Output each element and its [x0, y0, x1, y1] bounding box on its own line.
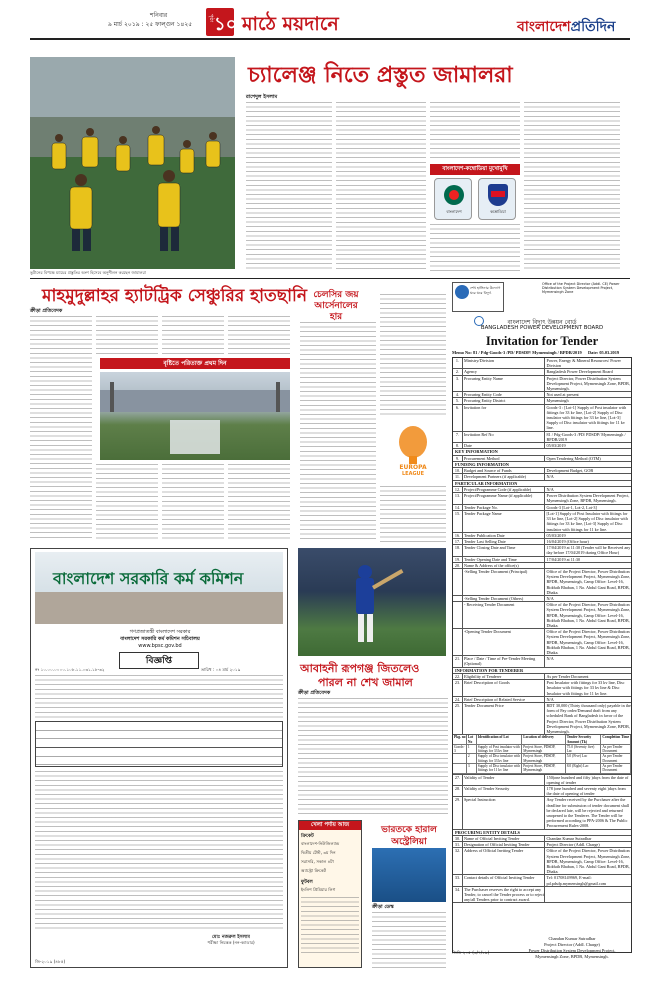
tender-row — [453, 629, 631, 656]
tender-cell: 150(one hundred and fifty )days from the date of opening of tender — [546, 774, 629, 785]
tender-cell: 05/03/2019 — [546, 532, 566, 538]
tender-cell: Tel: 01708149969, E-mail: pd.pdsdp.mymensingh@gmail.com — [546, 875, 607, 886]
tender-row — [453, 797, 631, 829]
tender-row — [453, 602, 631, 629]
schedule-item: সরাসরি, সকাল ৪টা — [301, 859, 334, 864]
tender-cell: Office of the Project Director, Power Distribution System Development Project, Mymensingh Zone, BPDB, Mymensingh, Camp Office: Level-16, Bidduth Bhaban, 1 No. Abdul Gani Road, BPDB, Dhaka. — [546, 568, 631, 595]
tender-cell: 14. — [453, 505, 463, 510]
tender-cell: Special Instruction — [463, 797, 545, 828]
tender-cell: BDT 30,000 (Thirty thousand only) payable in the form of Pay order/Demand draft from any scheduled Bank of Bangladesh in favor of the Project Director, Power Distribution System Development Project, Mymensingh Zone, BPDB, Mymensingh. — [546, 703, 631, 735]
hockey-headline-2: অস্ট্রেলিয়া — [391, 837, 427, 847]
hockey-byline: ক্রীড়া ডেস্ক — [372, 904, 394, 910]
tender-cell: Eligibility of Tenderer — [463, 674, 545, 679]
bangladesh-flag-dot — [449, 190, 459, 200]
tender-cell: 23. — [453, 680, 463, 696]
tender-cell: -Selling Tender Document (Others) — [463, 596, 545, 601]
tender-lot-row — [453, 764, 631, 774]
tender-lot-row — [453, 745, 631, 755]
tender-cell: Not used at present — [546, 392, 579, 398]
tender-lot-cell: Tender Security Amount (Tk) — [566, 735, 602, 744]
tender-cell: The Purchaser reserves the right to accept any Tender, to cancel the Tender process or to reject any/all Tenders prior to contract award. — [464, 886, 544, 903]
psc-body-2 — [35, 771, 283, 931]
tender-cell: Procuring Entity Name — [463, 376, 545, 392]
match-banner — [430, 164, 520, 175]
tender-lot-cell: As per Tender Document — [601, 754, 631, 763]
tender-lot-cell: Lot No — [467, 735, 477, 744]
tender-cell — [545, 887, 631, 903]
tender-cell: N/A — [546, 474, 554, 480]
tender-cell: 21. — [453, 656, 463, 666]
tender-office-note: Office of the Project Director (Addl. CE) Power Distribution System Development Project, Mymensingh Zone — [542, 282, 620, 295]
story2-byline: ক্রীড়া প্রতিবেদক — [30, 308, 63, 314]
tender-cell — [545, 563, 631, 568]
tender-cell: Validity of Tender — [463, 775, 545, 785]
tender-memo-date: Date: 05.03.2019 — [588, 350, 620, 355]
tender-cell: 28. — [453, 786, 463, 796]
schedule-item: দ্বিতীয় টেস্ট, ৩য় দিন — [301, 850, 336, 855]
chelsea-text-col-1 — [300, 322, 376, 542]
tender-section-heading: INFORMATION FOR TENDERER — [453, 668, 631, 674]
brand-logo — [517, 15, 615, 39]
tender-cell: 22. — [453, 674, 463, 679]
lead-headline: চ্যালেঞ্জ নিতে প্রস্তুত জামালরা — [248, 63, 513, 88]
tender-cell: 05/03/2019 — [546, 443, 566, 449]
header-rule — [30, 38, 630, 40]
tender-row — [453, 786, 631, 797]
tender-cell: Procurement Method — [463, 456, 545, 461]
masthead — [30, 6, 630, 38]
tender-cell: 24. — [453, 697, 463, 702]
story2-text-col-4 — [228, 316, 290, 354]
tender-lot-cell: Pkg. no — [453, 735, 467, 744]
hockey-headline-1: ভারতকে হারাল — [381, 825, 437, 835]
tender-lot-cell: 5.0 (Five) Lac — [566, 754, 602, 763]
tender-cell: 16. — [453, 533, 463, 538]
lead-text-col-3b — [430, 224, 520, 272]
schedule-item: বাংলাদেশ-নিউজিল্যান্ড — [301, 841, 340, 846]
date-line-1: শনিবার — [150, 12, 168, 19]
tender-cell: - Receiving Tender Document — [463, 602, 545, 628]
tender-cell — [453, 602, 463, 628]
stadium-illustration — [100, 372, 290, 460]
tender-cell: Name & Address of the office(s) — [463, 563, 545, 568]
cambodia-crest-stripe — [491, 191, 505, 197]
hockey-text — [372, 912, 446, 968]
tender-cell: 29. — [453, 797, 463, 828]
tender-lot-cell: Goods-3 — [453, 745, 467, 754]
tender-row — [453, 775, 631, 786]
cambodia-badge — [478, 178, 516, 220]
team-name-1: বাংলাদেশ — [446, 209, 462, 214]
tender-cell: Brief Description of Related Service — [463, 697, 545, 702]
psc-title-2: বাংলাদেশ সরকারি কর্ম কমিশন সচিবালয় — [120, 636, 200, 642]
tender-cell: [Lot-1] Supply of Post Insulator with fittings for 33 kv line, [Lot-2] Supply of Disc insulator with fittings for 33 kv line, [Lot-3] Supply of Disc insulator with fittings for 11 kv line. — [546, 510, 628, 532]
tender-cell: Post Insulator with fittings for 33 kv line, Disc Insulator with fittings for 33 kv line & Disc Insulator with fittings for 11 kv line. — [546, 680, 625, 696]
tender-row — [453, 656, 631, 667]
chelsea-text-col-2b — [380, 486, 446, 542]
tender-cell: 32. — [453, 848, 463, 874]
schedule-title: খেলা পর্দায় আজ — [299, 821, 361, 830]
players-illustration — [30, 57, 235, 269]
story2-text-col-2b — [96, 464, 158, 542]
tender-cell: Chandan Kumar Sutradhar — [546, 836, 592, 842]
tender-sign-name: Chandan Kumar Sutradhar — [548, 936, 596, 941]
tender-cell: Procuring Entity District — [463, 398, 545, 403]
tender-cell: 17. — [453, 539, 463, 544]
bangladesh-badge — [434, 178, 472, 220]
tender-row — [453, 358, 631, 369]
tender-lot-cell: Identification of Lot — [477, 735, 522, 744]
lead-text-col-2b — [336, 208, 426, 272]
batsman-illustration — [298, 548, 446, 656]
psc-signer: মোঃ নজরুল ইসলাম — [212, 935, 250, 940]
tender-cell: 4. — [453, 392, 463, 397]
tender-cell: Date — [463, 443, 545, 448]
tender-cell: 30. — [453, 836, 463, 841]
tender-cell: 33. — [453, 875, 463, 885]
chelsea-headline-3: হার — [329, 312, 343, 322]
tender-cell: N/A — [546, 696, 554, 702]
psc-ad — [30, 548, 288, 968]
page-number: ১০ — [214, 14, 238, 35]
tender-cell: 20. — [453, 563, 463, 568]
page-prefix: পৃষ্ঠা — [208, 14, 214, 23]
tender-cell: -Opening Tender Document — [463, 629, 545, 655]
tender-row — [453, 545, 631, 556]
schedule-subtitle: ক্রিকেট — [301, 834, 314, 839]
tender-lot-cell: 8.0 (Eight) Lac — [566, 764, 602, 773]
tender-section-heading: PARTICULAR INFORMATION — [453, 481, 631, 487]
psc-code: জি-২০১৯ (৪৮৫) — [35, 959, 66, 964]
tender-cell: N/A — [546, 656, 554, 662]
tender-row — [453, 511, 631, 533]
lead-text-col-3 — [430, 102, 520, 162]
tender-lot-cell: 3 — [467, 764, 477, 773]
tender-lot-cell: 1 — [467, 745, 477, 754]
psc-ref: নং ১০.০০.০০০০.১০৮.১১.০৩১.১৮-৩২ — [35, 667, 105, 672]
tender-cell: Tender Closing Date and Time — [463, 545, 545, 555]
date-line-2: ৯ মার্চ ২০১৯ : ২৫ ফাল্গুন ১৪২৫ — [108, 21, 193, 28]
tender-memo: Memo No: 81 / Pdg-Goods-3 /PD/ PDSDP/ Mymensingh / BPDB/2019 — [452, 350, 582, 355]
tender-cell: -Selling Tender Document (Principal) — [463, 569, 545, 595]
tender-cell: Ministry/Division — [463, 358, 545, 368]
story2-text-col-4b — [228, 464, 290, 542]
lead-photo — [30, 57, 235, 269]
europa-logo-text: EUROPA — [399, 464, 427, 471]
tender-cell: 3. — [453, 376, 463, 392]
brand-right: প্রতিদিন — [570, 19, 616, 35]
psc-table — [35, 721, 283, 767]
tender-sign-l3: Power Distribution System Development Project, — [528, 948, 616, 953]
tender-footer-code: জিডি-২০৫ (৩/৭/১৯) — [452, 950, 490, 955]
tender-cell: Goods-3 [Lot-1, Lot-2, Lot-3] — [546, 504, 597, 510]
tender-cell: Agency — [463, 369, 545, 374]
tender-lot-cell: As per Tender Document — [601, 764, 631, 773]
tender-lot-cell: Project Store, PDSDP, Mymensingh — [522, 754, 566, 763]
tender-cell: 5. — [453, 398, 463, 403]
tender-cell: 27. — [453, 775, 463, 785]
tender-cell: N/A — [546, 487, 554, 493]
tender-sign-title: Project Director (Addl. Charge) — [544, 942, 600, 947]
psc-body-1 — [35, 675, 283, 719]
tender-cell: 12. — [453, 487, 463, 492]
tender-table — [452, 357, 632, 953]
tender-cell: 17/04/2019 at 11:30 (Tender will be Received any day before 17/04/2019 during Office Hour) — [546, 545, 631, 556]
tender-lot-row — [453, 735, 631, 745]
tender-cell: Power Distribution System Development Project, Mymensingh Zone, BPDB, Mymensingh. — [546, 493, 630, 504]
tender-row — [453, 703, 631, 735]
tender-cell: Project/Programme Code (if applicable) — [463, 487, 545, 492]
cricket-text — [298, 698, 448, 816]
cricket-headline-2: পারল না শেখ জামাল — [318, 676, 413, 689]
tender-cell: Tender Last Selling Date — [463, 539, 545, 544]
hockey-photo — [372, 848, 446, 902]
tender-section-heading: FUNDING INFORMATION — [453, 462, 631, 468]
tender-cell: Validity of Tender Security — [463, 786, 545, 796]
tender-cell: N/A — [546, 595, 554, 601]
tender-cell — [453, 629, 463, 655]
tender-cell: Project Director, Power Distribution System Development Project, Mymensingh Zone, BPDB, Mymensingh. — [546, 375, 630, 392]
team-name-2: কম্বোডিয়া — [490, 209, 506, 214]
cricket-headline-1: আবাহনী রূপগঞ্জ জিতলেও — [300, 662, 420, 675]
tender-lot-cell — [453, 754, 467, 763]
psc-banner — [35, 552, 283, 624]
lead-text-col-1 — [246, 102, 332, 272]
tender-cell: Brief Description of Goods — [463, 680, 545, 696]
tender-cell: Project/Programme Name (if applicable) — [463, 493, 545, 503]
tender-cell: 18. — [453, 545, 463, 555]
tender-sign-l4: Mymensingh Zone, BPDB, Mymensingh. — [535, 954, 609, 959]
psc-title-1: গণপ্রজাতন্ত্রী বাংলাদেশ সরকার — [129, 629, 191, 635]
page-number-box — [206, 8, 238, 36]
tender-cell: Contact details of Official Inviting Tender — [463, 875, 545, 885]
section-title: মাঠে ময়দানে — [242, 13, 339, 35]
tender-cell: 31. — [453, 842, 463, 847]
brand-left: বাংলাদেশ — [517, 19, 571, 35]
tender-cell: 8. — [453, 443, 463, 448]
tender-row — [453, 887, 631, 904]
section-rule-1 — [30, 278, 630, 279]
tender-cell: Address of Official Inviting Tender — [463, 848, 545, 874]
tender-cell: Tender Package Name — [463, 511, 545, 532]
tender-cell: As per Tender Document — [546, 673, 589, 679]
stadium-photo — [100, 372, 290, 460]
tender-cell: 9. — [453, 456, 463, 461]
chelsea-headline-1: চেলসির জয় — [313, 290, 359, 300]
tender-cell: Office of the Project Director, Power Distribution System Development Project, Mymensingh Zone, BPDB, Mymensingh, Camp Office: Level-16, Bidduth Bhaban, 1 No. Abdul Gani Road, BPDB, Dhaka. — [546, 602, 631, 628]
story2-inset-title-bar — [100, 358, 290, 369]
tender-lot-cell: Supply of Post insulator with fittings for 33 kv line — [477, 745, 522, 754]
tender-cell: Tender Document Price — [463, 703, 545, 734]
lead-byline: রাশেদুল ইসলাম — [246, 94, 278, 100]
story2-text-col-1 — [30, 316, 92, 541]
lead-text-col-2 — [336, 102, 426, 204]
tender-badge-text: শেখ হাসিনার উদ্যোগ ঘরে ঘরে বিদ্যুৎ — [470, 286, 501, 295]
tender-lot-cell: Location of delivery — [522, 735, 566, 744]
tender-notice — [452, 282, 632, 972]
tender-lot-cell: As per Tender Document — [601, 745, 631, 754]
tender-cell: Goods-3 : [Lot-1] Supply of Post insulator with fittings for 33 kv line, [Lot-2] Supply of Disc insulator with fittings for 33 kv line, [Lot-3] Supply of Disc insulator with fittings for 11 kv line. — [546, 404, 627, 431]
cricket-photo — [298, 548, 446, 656]
europa-logo-sub: LEAGUE — [401, 471, 425, 477]
tender-lot-table — [453, 735, 631, 774]
story2-headline: মাহমুদুল্লাহর হ্যাটট্রিক সেঞ্চুরির হাতছানি — [42, 286, 308, 306]
tender-lot-cell — [453, 764, 467, 773]
tender-cell — [453, 569, 463, 595]
tender-lot-cell: Supply of Disc insulator with fittings for 33 kv line — [477, 754, 522, 763]
tender-row — [453, 680, 631, 697]
tender-lot-cell: Supply of Disc insulator with fittings for 11 kv line — [477, 764, 522, 773]
schedule-item: ইংলিশ প্রিমিয়ার লিগ — [301, 887, 336, 892]
psc-notice-title: বিজ্ঞপ্তি — [119, 652, 199, 669]
story2-text-col-3 — [162, 316, 224, 354]
tender-row — [453, 569, 631, 596]
psc-date: তারিখ : ০৪ মার্চ ২০১৯ — [201, 667, 241, 672]
tender-lot-row — [453, 754, 631, 764]
tender-logo-box — [452, 282, 504, 312]
tender-cell: 25. — [453, 703, 463, 734]
tender-cell: 19. — [453, 557, 463, 562]
psc-signer-title: পরীক্ষা নিয়ন্ত্রক (নন-ক্যাডার) — [207, 940, 255, 945]
tender-section-heading: KEY INFORMATION — [453, 449, 631, 455]
match-banner-text: বাংলাদেশ-কম্বোডিয়া মুখোমুখি — [442, 166, 508, 172]
tender-org-en: BANGLADESH POWER DEVELOPMENT BOARD — [480, 325, 604, 331]
tender-org-bn: বাংলাদেশ বিদ্যুৎ উন্নয়ন বোর্ড — [507, 319, 577, 326]
tender-cell: 7. — [453, 432, 463, 442]
chelsea-headline-2: আর্সেনালের — [314, 301, 358, 311]
tender-cell: 2. — [453, 369, 463, 374]
tender-lot-cell: Completion Time — [601, 735, 631, 744]
tender-emblem-icon — [455, 285, 469, 299]
tender-cell: 6. — [453, 405, 463, 431]
tender-cell: Name of Official Inviting Tender — [463, 836, 545, 841]
tender-cell: Office of the Project Director, Power Distribution System Development Project, Mymensingh Zone, BPDB, Mymensingh, Camp Office: Level-16, Bidduth Bhaban, 1 No. Abdul Gani Road, BPDB, Dhaka. — [546, 848, 631, 875]
tender-cell: 34. — [453, 887, 463, 903]
tender-cell: Development Budget, GOB — [546, 468, 594, 474]
tender-cell: Office of the Project Director, Power Distribution System Development Project, Mymensingh Zone, BPDB, Mymensingh, Camp Office: Level-16, Bidduth Bhaban, 1 No. Abdul Gani Road, BPDB, Dhaka. — [546, 629, 631, 655]
tender-row — [453, 848, 631, 875]
tender-cell: Open Tendering Method (OTM) — [546, 455, 601, 461]
tender-cell: 81 / Pdg-Goods-3 /PD/ PDSDP/ Mymensingh / BPDB/2019 — [546, 431, 626, 442]
tender-cell: Bangladesh Power Development Board — [546, 369, 613, 375]
tender-cell: 13. — [453, 493, 463, 503]
tender-cell: Budget and Source of Funds — [463, 468, 545, 473]
tender-cell: 11. — [453, 474, 463, 479]
tender-row — [453, 493, 631, 504]
tender-cell: 178 (one hundred and seventy eight )days from the date of opening of tender — [546, 786, 626, 797]
psc-url[interactable]: www.bpsc.gov.bd — [138, 643, 182, 649]
schedule-item: ফুটবল — [301, 880, 313, 885]
tender-cell: Place / Date / Time of Pre-Tender Meeting (Optional) — [463, 656, 545, 666]
tender-row — [453, 432, 631, 443]
tender-cell: Invitation for — [463, 405, 545, 431]
cricket-byline: ক্রীড়া প্রতিবেদক — [298, 690, 331, 696]
tender-cell: Procuring Entity Code — [463, 392, 545, 397]
lead-text-col-4 — [524, 102, 620, 272]
tender-cell: Invitation Ref No — [463, 432, 545, 442]
tender-cell: 17/04/2019 at 11:30 — [546, 556, 581, 562]
tender-lot-cell: 75.0 (Seventy five) Lac — [566, 745, 602, 754]
tender-cell: Any Tender received by the Purchaser after the deadline for submission of tender document shall be declared late, will be rejected and returned unopened to the Tenderer. The Tender will be performed according to PPA-2006 & The Public Procurement Rules-2008. — [546, 797, 630, 829]
lead-photo-caption: ভুটানের বিপক্ষে ম্যাচের প্রস্তুতির অংশ হিসেবে অনুশীলন করছেন জামালরা — [30, 270, 146, 275]
tender-cell: Development Partners (if applicable) — [463, 474, 545, 479]
tender-row — [453, 875, 631, 886]
chelsea-text-col-2 — [380, 294, 446, 418]
tender-cell: Tender Publication Date — [463, 533, 545, 538]
tender-section-heading: PROCURING ENTITY DETAILS — [453, 830, 631, 836]
psc-building — [35, 592, 283, 624]
europa-league-logo — [382, 420, 444, 482]
story2-text-col-3b — [162, 464, 224, 542]
schedule-more — [301, 897, 359, 953]
tender-lot-cell: Project Store, PDSDP, Mymensingh — [522, 764, 566, 773]
psc-banner-text: বাংলাদেশ সরকারি কর্ম কমিশন — [53, 569, 244, 588]
schedule-item: অ্যাস্ট্রো ক্রিকেট — [301, 868, 327, 873]
tender-row — [453, 405, 631, 432]
story2-inset-title: বৃষ্টিতে পরিত্যক্ত প্রথম দিন — [163, 360, 227, 367]
tender-lot-cell: 2 — [467, 754, 477, 763]
tender-cell: 15. — [453, 511, 463, 532]
tender-title: Invitation for Tender — [485, 334, 599, 348]
tender-cell: 16/04/2019 (Office hour) — [546, 538, 589, 544]
tender-cell: Designation of Official Inviting Tender — [463, 842, 545, 847]
tender-cell: Power, Energy & Mineral Resources/ Power Division — [546, 358, 621, 369]
tender-cell: Tender Package No. — [463, 505, 545, 510]
tender-cell: 1. — [453, 358, 463, 368]
tender-cell: Mymensingh — [546, 398, 569, 404]
tender-cell: Tender Opening Date and Time — [463, 557, 545, 562]
story2-text-col-2 — [96, 316, 158, 354]
schedule-box — [298, 820, 362, 968]
tender-lot-cell: Project Store, PDSDP, Mymensingh — [522, 745, 566, 754]
tender-cell: 10. — [453, 468, 463, 473]
tender-cell: Project Director (Addl. Charge) — [546, 842, 600, 848]
tender-row — [453, 376, 631, 393]
tender-cell — [453, 596, 463, 601]
